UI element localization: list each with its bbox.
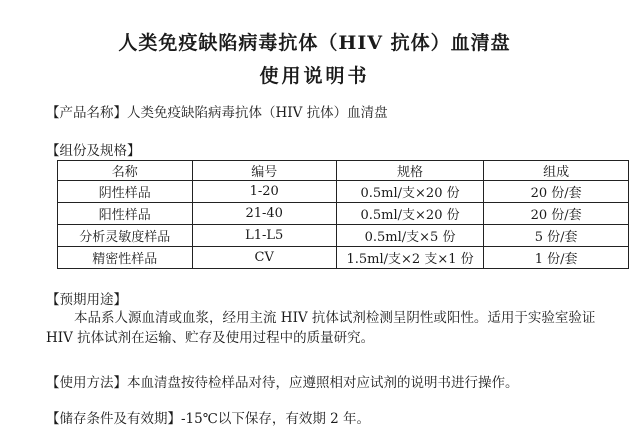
storage-label: 【储存条件及有效期】 — [46, 411, 181, 427]
table-header-cell: 组成 — [484, 161, 629, 181]
table-cell: L1-L5 — [192, 225, 336, 247]
usage-method-section — [46, 371, 519, 391]
table-row — [58, 247, 629, 269]
table-row — [58, 203, 629, 225]
usage-method-label: 【使用方法】 — [46, 375, 127, 391]
table-cell: 0.5ml/支×20 份 — [336, 181, 484, 203]
table-cell: 20 份/套 — [484, 181, 629, 203]
table-cell: 1-20 — [192, 181, 336, 203]
storage-section — [46, 407, 370, 427]
product-name-label: 【产品名称】 — [46, 105, 127, 121]
table-cell: 精密性样品 — [58, 247, 193, 269]
table-cell: 分析灵敏度样品 — [58, 225, 193, 247]
table-header-cell: 编号 — [192, 161, 336, 181]
table-cell: 0.5ml/支×20 份 — [336, 203, 484, 225]
table-cell: 21-40 — [192, 203, 336, 225]
table-header-cell: 规格 — [336, 161, 484, 181]
table-cell: 阴性样品 — [58, 181, 193, 203]
table-header-row — [58, 161, 629, 181]
storage-text: -15℃以下保存，有效期 2 年。 — [181, 411, 371, 427]
usage-method-text: 本血清盘按待检样品对待，应遵照相对应试剂的说明书进行操作。 — [127, 375, 519, 391]
components-section-label: 【组份及规格】 — [46, 143, 141, 159]
table-cell: 20 份/套 — [484, 203, 629, 225]
product-name-section — [46, 101, 388, 121]
document-subtitle: 使用说明书 — [259, 65, 370, 87]
document-title: 人类免疫缺陷病毒抗体（HIV 抗体）血清盘 — [118, 32, 511, 54]
table-row — [58, 181, 629, 203]
intended-use-text: 本品系人源血清或血浆，经用主流 HIV 抗体试剂检测呈阴性或阳性。适用于实验室验证 HIV 抗体试剂在运输、贮存及使用过程中的质量研究。 — [46, 310, 596, 346]
table-cell: 1 份/套 — [484, 247, 629, 269]
table-cell: 1.5ml/支×2 支×1 份 — [336, 247, 484, 269]
product-name-value: 人类免疫缺陷病毒抗体（HIV 抗体）血清盘 — [127, 105, 388, 121]
components-table — [57, 160, 629, 269]
table-cell: 5 份/套 — [484, 225, 629, 247]
table-cell: CV — [192, 247, 336, 269]
table-cell: 0.5ml/支×5 份 — [336, 225, 484, 247]
table-row — [58, 225, 629, 247]
table-cell: 阳性样品 — [58, 203, 193, 225]
table-header-cell: 名称 — [58, 161, 193, 181]
intended-use-label: 【预期用途】 — [46, 292, 127, 308]
